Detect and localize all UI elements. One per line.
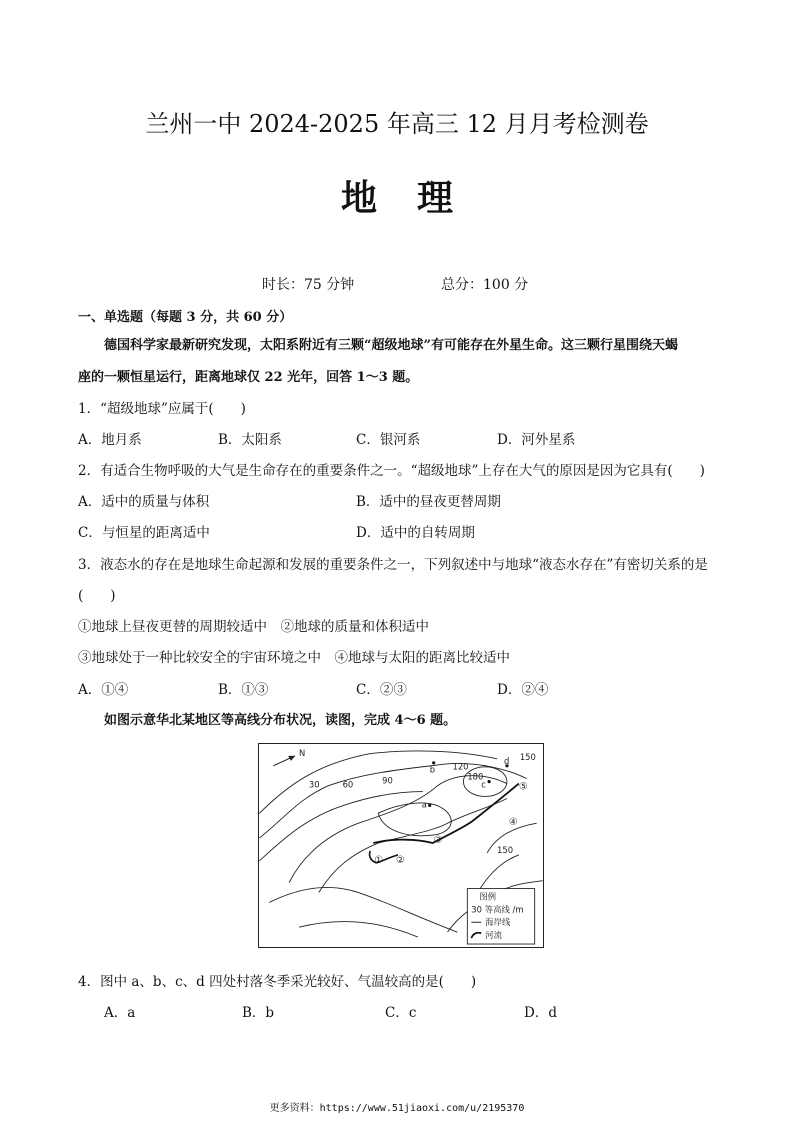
contour-label-60: 60 xyxy=(342,779,354,790)
question-2-option-d[interactable]: D．适中的自转周期 xyxy=(356,525,475,541)
question-4-option-b[interactable]: B．b xyxy=(242,1005,275,1021)
question-3-option-d[interactable]: D．②④ xyxy=(497,682,549,698)
north-arrow-icon xyxy=(273,756,295,766)
legend-river: 河流 xyxy=(485,930,502,941)
section-heading: 一、单选题（每题 3 分，共 60 分） xyxy=(78,310,293,325)
question-2-option-b[interactable]: B．适中的昼夜更替周期 xyxy=(356,494,501,510)
station-1: ① xyxy=(374,854,384,866)
village-c: c xyxy=(481,779,486,790)
legend-coastline: 海岸线 xyxy=(485,917,511,928)
contour-label-90: 90 xyxy=(382,775,393,786)
passage-intro-line1: 德国科学家最新研究发现，太阳系附近有三颗“超级地球”有可能存在外星生命。这三颗行星围绕天蝎 xyxy=(104,338,678,353)
village-b: b xyxy=(429,764,436,775)
station-5: ⑤ xyxy=(518,781,528,793)
question-3-stem-cont: ( ) xyxy=(78,588,116,604)
question-3-stem: 3．液态水的存在是地球生命起源和发展的重要条件之一，下列叙述中与地球“液态水存在”有密切关系的是 xyxy=(78,557,708,573)
subject-title: 地理 xyxy=(340,177,493,219)
contour-label-150-top: 150 xyxy=(519,751,536,762)
map-passage-intro: 如图示意华北某地区等高线分布状况，读图，完成 4～6 题。 xyxy=(104,713,457,728)
exam-duration: 时长：75 分钟 xyxy=(262,277,355,293)
exam-title: 兰州一中 2024-2025 年高三 12 月月考检测卷 xyxy=(145,110,649,138)
map-legend xyxy=(467,889,534,944)
village-a: a xyxy=(421,799,427,810)
legend-contour: 30 等高线 /m xyxy=(471,904,524,915)
question-1-stem: 1．“超级地球”应属于( ) xyxy=(78,401,246,417)
village-d: d xyxy=(503,755,510,766)
question-4-stem: 4．图中 a、b、c、d 四处村落冬季采光较好、气温较高的是( ) xyxy=(78,974,477,990)
question-3-option-a[interactable]: A．①④ xyxy=(78,682,129,698)
question-3-option-c[interactable]: C．②③ xyxy=(356,682,407,698)
question-3-statements-1: ①地球上昼夜更替的周期较适中 ②地球的质量和体积适中 xyxy=(78,619,429,635)
contour-map-svg xyxy=(259,744,543,947)
contour-label-120: 120 xyxy=(452,761,469,772)
station-4: ④ xyxy=(508,817,518,829)
contour-map-figure xyxy=(258,743,544,948)
question-2-option-c[interactable]: C．与恒星的距离适中 xyxy=(78,525,210,541)
contour-label-150-bottom: 150 xyxy=(497,844,514,855)
question-1-option-d[interactable]: D．河外星系 xyxy=(497,432,576,448)
exam-total-score: 总分：100 分 xyxy=(441,277,529,293)
question-1-option-a[interactable]: A．地月系 xyxy=(78,432,142,448)
question-1-option-b[interactable]: B．太阳系 xyxy=(218,432,282,448)
footer-link[interactable]: 更多资料：https://www.51jiaoxi.com/u/2195370 xyxy=(269,1103,525,1114)
question-2-option-a[interactable]: A．适中的质量与体积 xyxy=(78,494,210,510)
question-3-statements-2: ③地球处于一种比较安全的宇宙环境之中 ④地球与太阳的距离比较适中 xyxy=(78,650,510,666)
legend-title: 图例 xyxy=(479,891,497,902)
question-2-stem: 2．有适合生物呼吸的大气是生命存在的重要条件之一。“超级地球”上存在大气的原因是因为它具有( ) xyxy=(78,463,705,479)
station-2: ② xyxy=(396,854,405,866)
passage-intro-line2: 座的一颗恒星运行，距离地球仅 22 光年，回答 1～3 题。 xyxy=(78,370,419,385)
question-1-option-c[interactable]: C．银河系 xyxy=(356,432,421,448)
question-4-option-c[interactable]: C．c xyxy=(385,1005,417,1021)
question-3-option-b[interactable]: B．①③ xyxy=(218,682,269,698)
contour-label-180: 180 xyxy=(467,771,484,782)
question-4-option-d[interactable]: D．d xyxy=(524,1005,557,1021)
north-label: N xyxy=(299,747,306,758)
contour-label-30: 30 xyxy=(308,779,320,790)
station-3: ③ xyxy=(433,835,443,847)
question-4-option-a[interactable]: A．a xyxy=(104,1005,136,1021)
